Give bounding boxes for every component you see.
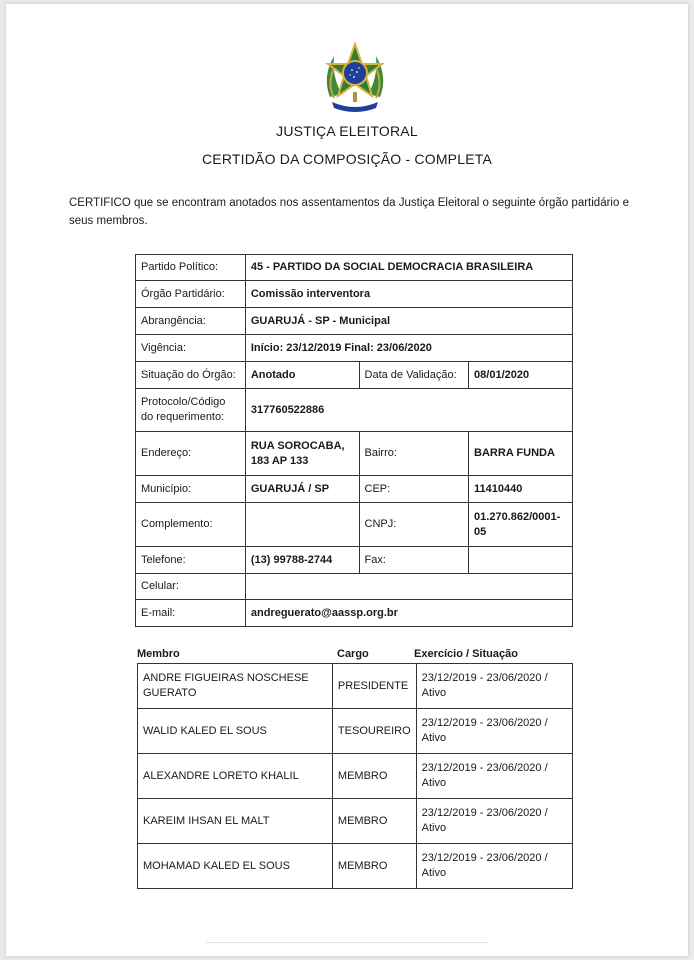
row-situacao xyxy=(136,362,573,389)
table-row xyxy=(138,754,573,799)
row-celular xyxy=(136,574,573,600)
value-municipio: GUARUJÁ / SP xyxy=(245,476,359,503)
label-fax: Fax: xyxy=(359,547,469,574)
document-issuer: JUSTIÇA ELEITORAL xyxy=(276,123,418,139)
document-title: CERTIDÃO DA COMPOSIÇÃO - COMPLETA xyxy=(201,151,492,167)
value-complemento xyxy=(245,503,359,547)
label-celular: Celular: xyxy=(136,574,246,600)
member-name: WALID KALED EL SOUS xyxy=(138,709,333,754)
member-term: 23/12/2019 - 23/06/2020 / Ativo xyxy=(416,664,572,709)
value-fax xyxy=(469,547,573,574)
label-situacao: Situação do Órgão: xyxy=(136,362,246,389)
member-name: MOHAMAD KALED EL SOUS xyxy=(138,844,333,889)
member-term: 23/12/2019 - 23/06/2020 / Ativo xyxy=(416,844,572,889)
value-email: andreguerato@aassp.org.br xyxy=(245,600,572,627)
footer-divider xyxy=(206,942,488,943)
row-abrangencia xyxy=(136,308,573,335)
members-table xyxy=(137,663,573,889)
member-term: 23/12/2019 - 23/06/2020 / Ativo xyxy=(416,754,572,799)
label-complemento: Complemento: xyxy=(136,503,246,547)
label-protocolo: Protocolo/Código do requerimento: xyxy=(136,389,246,432)
member-name: ALEXANDRE LORETO KHALIL xyxy=(138,754,333,799)
table-row xyxy=(138,799,573,844)
header-cargo: Cargo xyxy=(337,648,369,660)
header-exercicio: Exercício / Situação xyxy=(414,648,518,660)
label-cep: CEP: xyxy=(359,476,469,503)
certificate-page xyxy=(6,4,688,956)
row-partido xyxy=(136,255,573,281)
member-role: MEMBRO xyxy=(332,754,416,799)
member-role: MEMBRO xyxy=(332,799,416,844)
header-membro: Membro xyxy=(137,648,180,660)
label-partido: Partido Político: xyxy=(136,255,246,281)
table-row xyxy=(138,844,573,889)
row-orgao xyxy=(136,281,573,308)
member-name: ANDRE FIGUEIRAS NOSCHESE GUERATO xyxy=(138,664,333,709)
member-role: TESOUREIRO xyxy=(332,709,416,754)
member-term: 23/12/2019 - 23/06/2020 / Ativo xyxy=(416,799,572,844)
value-situacao: Anotado xyxy=(245,362,359,389)
value-celular xyxy=(245,574,572,600)
member-term: 23/12/2019 - 23/06/2020 / Ativo xyxy=(416,709,572,754)
party-organ-table xyxy=(135,254,573,627)
row-protocolo xyxy=(136,389,573,432)
coat-of-arms-of-brazil-icon xyxy=(320,42,390,114)
label-bairro: Bairro: xyxy=(359,432,469,476)
value-validacao: 08/01/2020 xyxy=(469,362,573,389)
row-endereco xyxy=(136,432,573,476)
label-cnpj: CNPJ: xyxy=(359,503,469,547)
value-cnpj: 01.270.862/0001-05 xyxy=(469,503,573,547)
member-role: PRESIDENTE xyxy=(332,664,416,709)
table-row xyxy=(138,664,573,709)
value-telefone: (13) 99788-2744 xyxy=(245,547,359,574)
value-abrangencia: GUARUJÁ - SP - Municipal xyxy=(245,308,572,335)
value-endereco: RUA SOROCABA, 183 AP 133 xyxy=(245,432,359,476)
label-validacao: Data de Validação: xyxy=(359,362,469,389)
table-row xyxy=(138,709,573,754)
member-role: MEMBRO xyxy=(332,844,416,889)
label-orgao: Órgão Partidário: xyxy=(136,281,246,308)
value-cep: 11410440 xyxy=(469,476,573,503)
value-orgao: Comissão interventora xyxy=(245,281,572,308)
label-abrangencia: Abrangência: xyxy=(136,308,246,335)
row-vigencia xyxy=(136,335,573,362)
member-name: KAREIM IHSAN EL MALT xyxy=(138,799,333,844)
label-email: E-mail: xyxy=(136,600,246,627)
label-vigencia: Vigência: xyxy=(136,335,246,362)
value-vigencia: Início: 23/12/2019 Final: 23/06/2020 xyxy=(245,335,572,362)
value-partido: 45 - PARTIDO DA SOCIAL DEMOCRACIA BRASILEIRA xyxy=(245,255,572,281)
value-protocolo: 317760522886 xyxy=(245,389,572,432)
label-endereco: Endereço: xyxy=(136,432,246,476)
row-email xyxy=(136,600,573,627)
value-bairro: BARRA FUNDA xyxy=(469,432,573,476)
row-telefone xyxy=(136,547,573,574)
label-telefone: Telefone: xyxy=(136,547,246,574)
row-municipio xyxy=(136,476,573,503)
label-municipio: Município: xyxy=(136,476,246,503)
row-complemento xyxy=(136,503,573,547)
certification-statement: CERTIFICO que se encontram anotados nos assentamentos da Justiça Eleitoral o seguinte órgão partidário e seus membros. xyxy=(69,197,629,227)
